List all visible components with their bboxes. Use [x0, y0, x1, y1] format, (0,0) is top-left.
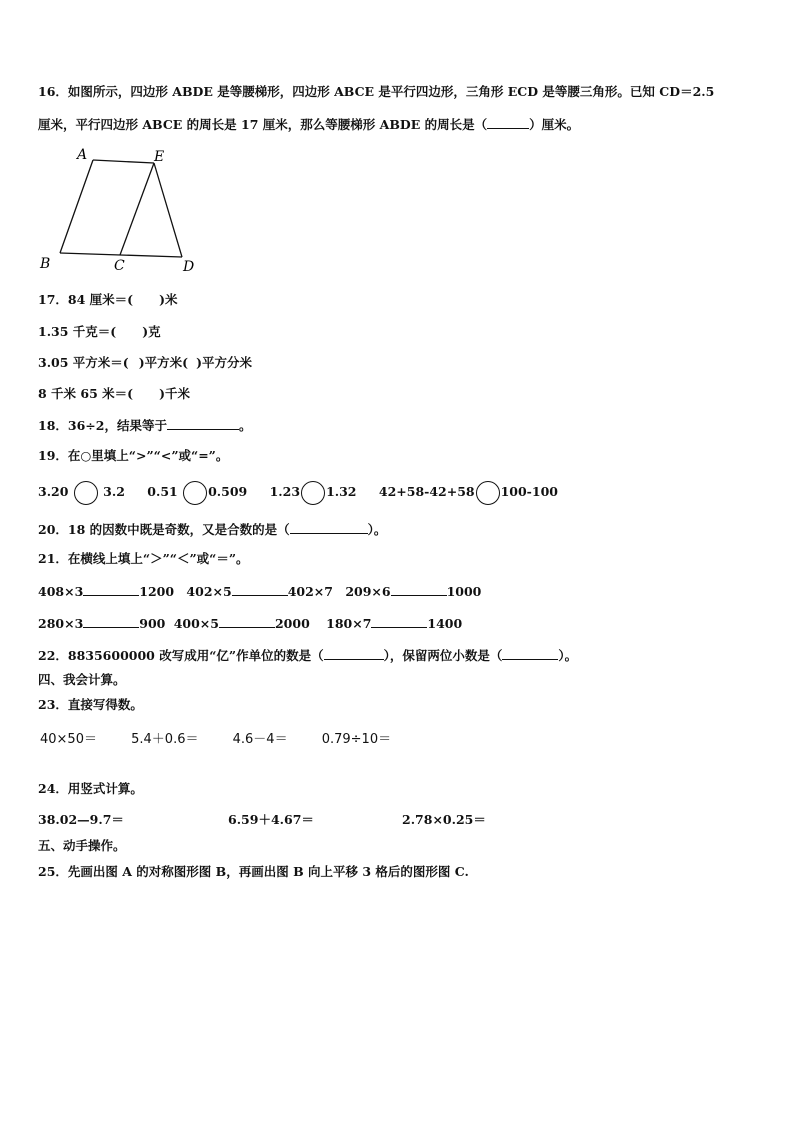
- edge-AB: [60, 160, 93, 253]
- q18: [38, 417, 251, 434]
- q17-row3: [38, 355, 252, 371]
- label-C: C: [114, 258, 125, 274]
- q19-item1-left: 3.20: [38, 484, 69, 499]
- q16-answer-blank[interactable]: [487, 116, 529, 129]
- q16-text-b: ）厘米。: [529, 117, 580, 132]
- q19-items: [38, 480, 558, 505]
- q19-item4-left: 42+58-42+58: [378, 484, 475, 499]
- trapezoid-figure: [34, 142, 214, 277]
- q21-prompt: 21．在横线上填上“＞”“＜”或“＝”。: [38, 551, 249, 566]
- q25: 25．先画出图 A 的对称图形图 B，再画出图 B 向上平移 3 格后的图形图 C.: [38, 864, 469, 879]
- label-D: D: [183, 259, 195, 275]
- section-4-heading: 四、我会计算。: [38, 672, 126, 687]
- q22-text-c: ）。: [558, 648, 578, 663]
- q17-row3-text: 3.05 平方米＝(: [38, 355, 129, 370]
- q17-row1-unit: )米: [159, 292, 178, 307]
- q17-row1: [38, 292, 177, 308]
- edge-AE: [93, 160, 154, 163]
- q19-compare-circle-3[interactable]: [301, 481, 325, 505]
- q21-r2-e1-left: 280×3: [38, 616, 84, 631]
- q21-row1: [38, 583, 481, 600]
- q24-item-2: 6.59＋4.67＝: [228, 812, 314, 827]
- q22-blank-1[interactable]: [324, 647, 384, 660]
- q21-r1-e2-blank[interactable]: [232, 583, 288, 596]
- q22-text-a: 22．8835600000 改写成用“亿”作单位的数是（: [38, 648, 324, 663]
- q17-row1-text: 17．84 厘米＝(: [38, 292, 134, 307]
- q17-row4-unit: )千米: [159, 386, 190, 401]
- q19-item1-right: 3.2: [103, 484, 125, 499]
- q23-item-4: 0.79÷10＝: [321, 732, 392, 747]
- q24-item-1: 38.02—9.7＝: [38, 812, 124, 827]
- q23-item-2: 5.4＋0.6＝: [131, 732, 199, 747]
- q17-row2: [38, 324, 161, 340]
- edge-ED: [154, 163, 182, 257]
- q21-r1-e3-right: 1000: [446, 584, 482, 599]
- q23-item-1: 40×50＝: [40, 732, 97, 747]
- q16-text-a: 厘米，平行四边形 ABCE 的周长是 17 厘米，那么等腰梯形 ABDE 的周长是（: [38, 117, 488, 132]
- q19-item2-right: 0.509: [208, 484, 248, 499]
- q21-r2-e3-right: 1400: [427, 616, 463, 631]
- q21-r2-e3-blank[interactable]: [371, 615, 427, 628]
- q19-compare-circle-1[interactable]: [74, 481, 98, 505]
- q18-text: 18．36÷2，结果等于: [38, 418, 167, 433]
- q20-answer-blank[interactable]: [290, 521, 368, 534]
- q22-text-b: ），保留两位小数是（: [383, 648, 503, 663]
- section-5-heading: 五、动手操作。: [38, 838, 126, 853]
- q17-row3-mid: )平方米(: [138, 355, 189, 370]
- label-A: A: [77, 147, 88, 163]
- q17-row2-text: 1.35 千克＝(: [38, 324, 117, 339]
- q21-r1-e1-right: 1200: [139, 584, 175, 599]
- q17-row3-unit: )平方分米: [196, 355, 252, 370]
- q21-r2-e1-blank[interactable]: [83, 615, 139, 628]
- q21-r2-e2-blank[interactable]: [219, 615, 275, 628]
- q22-blank-2[interactable]: [502, 647, 558, 660]
- q21-r1-e3-blank[interactable]: [391, 583, 447, 596]
- q23-item-3: 4.6－4＝: [232, 732, 288, 747]
- q17-row4-text: 8 千米 65 米＝(: [38, 386, 134, 401]
- q21-r2-e3-left: 180×7: [326, 616, 372, 631]
- q19-compare-circle-2[interactable]: [183, 481, 207, 505]
- q21-r2-e1-right: 900: [139, 616, 166, 631]
- q21-r1-e3-left: 209×6: [345, 584, 391, 599]
- q22: [38, 647, 577, 664]
- q19-prompt: 19．在○里填上“>”“<”或“=”。: [38, 448, 229, 463]
- q24-item-3: 2.78×0.25＝: [402, 812, 486, 827]
- q20: [38, 521, 386, 538]
- q18-end: 。: [238, 418, 252, 433]
- q21-r1-e1-blank[interactable]: [83, 583, 139, 596]
- q19-item2-left: 0.51: [147, 484, 178, 499]
- q21-r1-e2-right: 402×7: [287, 584, 333, 599]
- q20-text: 20．18 的因数中既是奇数，又是合数的是（: [38, 522, 290, 537]
- q16-line1: 16．如图所示，四边形 ABDE 是等腰梯形，四边形 ABCE 是平行四边形，三角形 ECD 是等腰三角形。已知 CD＝2.5: [38, 84, 715, 99]
- q16-line2: [38, 116, 579, 133]
- q20-end: ）。: [367, 522, 387, 537]
- q21-r2-e2-right: 2000: [274, 616, 310, 631]
- q24-title: 24．用竖式计算。: [38, 781, 143, 796]
- q23-items: [40, 728, 421, 747]
- q21-r1-e2-left: 402×5: [186, 584, 232, 599]
- label-E: E: [154, 149, 165, 165]
- q18-answer-blank[interactable]: [167, 417, 239, 430]
- q21-r1-e1-left: 408×3: [38, 584, 84, 599]
- q17-row2-unit: )克: [142, 324, 161, 339]
- q21-r2-e2-left: 400×5: [173, 616, 219, 631]
- edge-EC: [120, 163, 154, 255]
- q21-row2: [38, 615, 462, 632]
- q23-title: 23．直接写得数。: [38, 697, 143, 712]
- label-B: B: [40, 256, 51, 272]
- q19-item3-left: 1.23: [269, 484, 301, 499]
- q17-row4: [38, 386, 190, 402]
- q19-compare-circle-4[interactable]: [476, 481, 500, 505]
- q19-item3-right: 1.32: [326, 484, 357, 499]
- q19-item4-right: 100-100: [500, 484, 558, 499]
